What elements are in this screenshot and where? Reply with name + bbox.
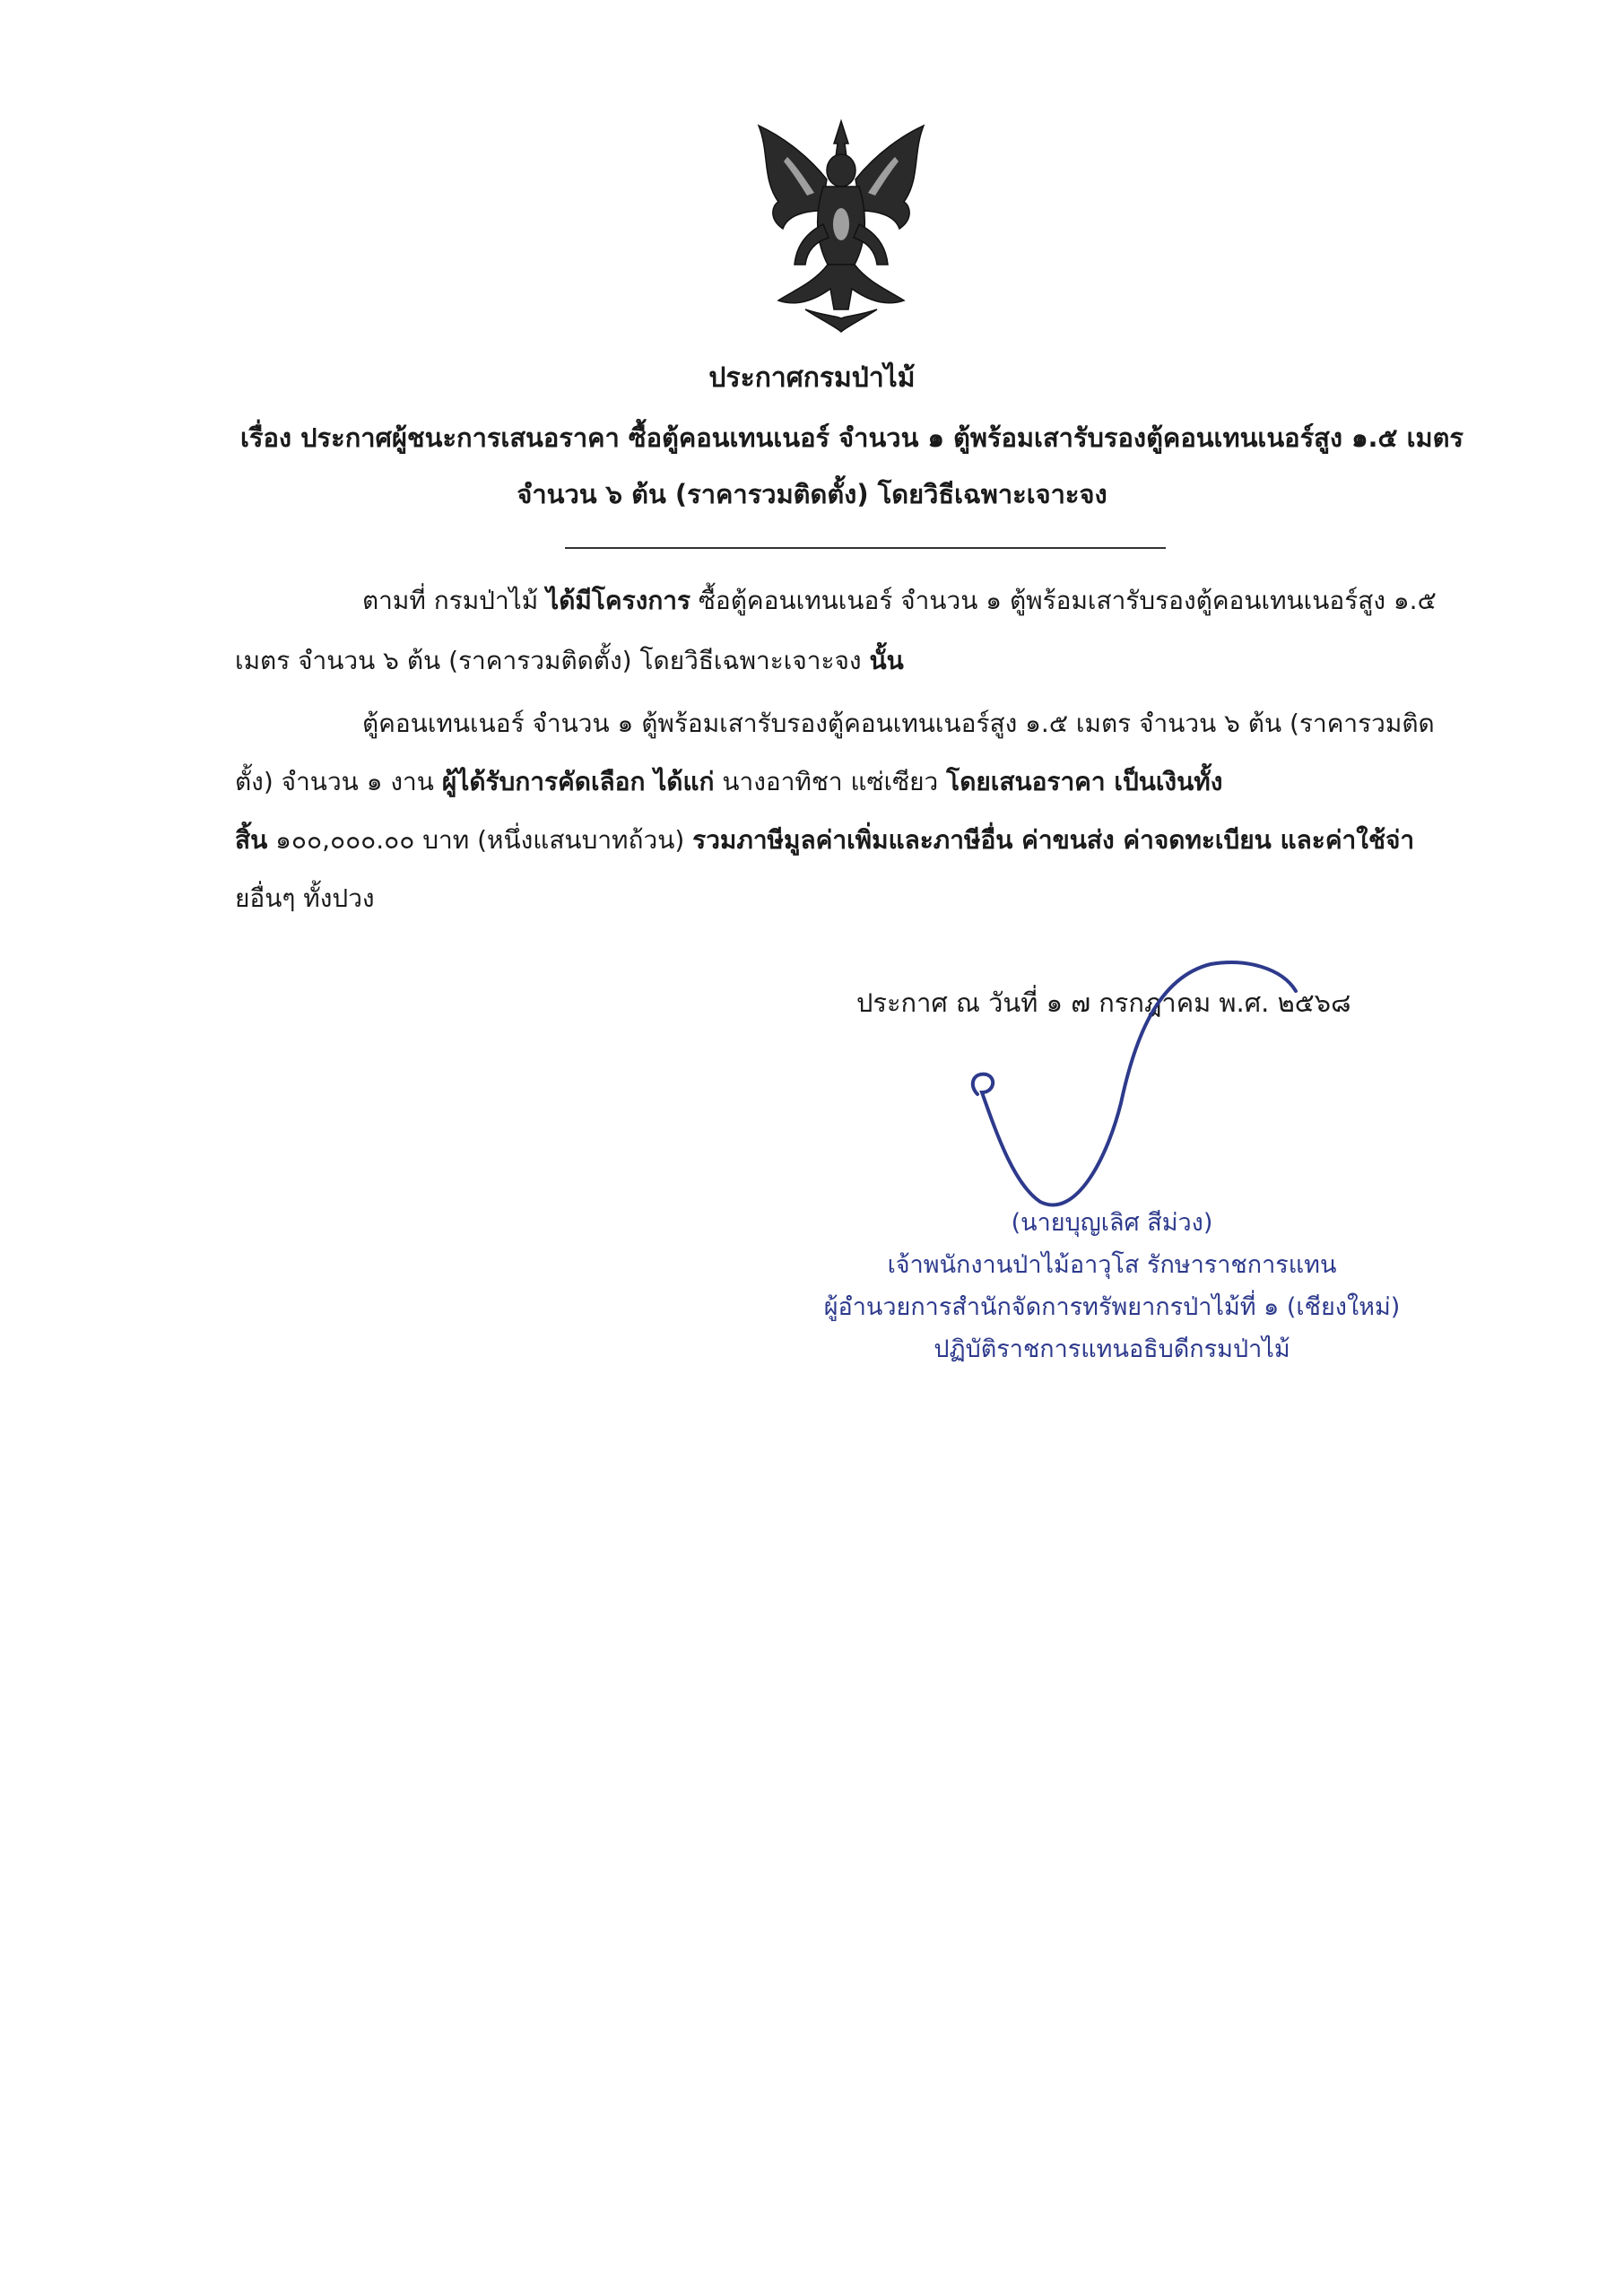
signatory-position-2: ผู้อำนวยการสำนักจัดการทรัพยากรป่าไม้ที่ ๑ (เชียงใหม่) (823, 1293, 1401, 1321)
text-run: ตั้ง) จำนวน ๑ งาน (235, 767, 442, 796)
signatory-block (807, 1202, 1417, 1370)
text-run-bold: สิ้น (235, 825, 268, 855)
text-run-bold: ผู้ได้รับการคัดเลือก ได้แก่ (441, 767, 715, 796)
paragraph-1-line-1 (362, 581, 1437, 621)
text-run: ตามที่ กรมป่าไม้ (362, 586, 547, 615)
text-run: ซื้อตู้คอนเทนเนอร์ จำนวน ๑ ตู้พร้อมเสารับรองตู้คอนเทนเนอร์สูง ๑.๕ (690, 586, 1437, 615)
subject-line-1: เรื่อง ประกาศผู้ชนะการเสนอราคา ซื้อตู้คอนเทนเนอร์ จำนวน ๑ ตู้พร้อมเสารับรองตู้คอนเทนเนอร์สูง ๑.๕ เมตร (239, 422, 1464, 453)
text-run-bold: นั้น (869, 646, 904, 675)
subject-line-2: จำนวน ๖ ต้น (ราคารวมติดตั้ง) โดยวิธีเฉพาะเจาะจง (517, 479, 1107, 509)
announcement-date: ประกาศ ณ วันที่ ๑ ๗ กรกฎาคม พ.ศ. ๒๕๖๘ (856, 987, 1351, 1018)
text-run: เมตร จำนวน ๖ ต้น (ราคารวมติดตั้ง) โดยวิธีเฉพาะเจาะจง (235, 646, 870, 675)
paragraph-2-line-2 (235, 762, 1222, 802)
text-run-bold: รวมภาษีมูลค่าเพิ่มและภาษีอื่น ค่าขนส่ง ค่าจดทะเบียน และค่าใช้จ่า (692, 825, 1415, 855)
signatory-name: (นายบุญเลิศ สีม่วง) (1011, 1209, 1213, 1237)
title-separator (565, 547, 1166, 549)
paragraph-2-line-3 (235, 821, 1414, 860)
signatory-position-1: เจ้าพนักงานป่าไม้อาวุโส รักษาราชการแทน (887, 1251, 1337, 1279)
paragraph-2-line-4: ยอื่นๆ ทั้งปวง (235, 883, 375, 913)
garuda-emblem-icon (751, 117, 931, 336)
text-run-bold: โดยเสนอราคา เป็นเงินทั้ง (946, 767, 1223, 796)
text-run-bold: ได้มีโครงการ (546, 586, 691, 615)
signatory-position-3: ปฏิบัติราชการแทนอธิบดีกรมป่าไม้ (934, 1335, 1290, 1363)
paragraph-1-line-2 (235, 641, 904, 681)
paragraph-2-line-1: ตู้คอนเทนเนอร์ จำนวน ๑ ตู้พร้อมเสารับรองตู้คอนเทนเนอร์สูง ๑.๕ เมตร จำนวน ๖ ต้น (ราคารวมติด (362, 709, 1435, 738)
text-run: ๑๐๐,๐๐๐.๐๐ บาท (หนึ่งแสนบาทถ้วน) (267, 825, 693, 855)
text-run: นางอาทิชา แซ่เซียว (714, 767, 947, 796)
document-title: ประกาศกรมป่าไม้ (708, 362, 916, 394)
